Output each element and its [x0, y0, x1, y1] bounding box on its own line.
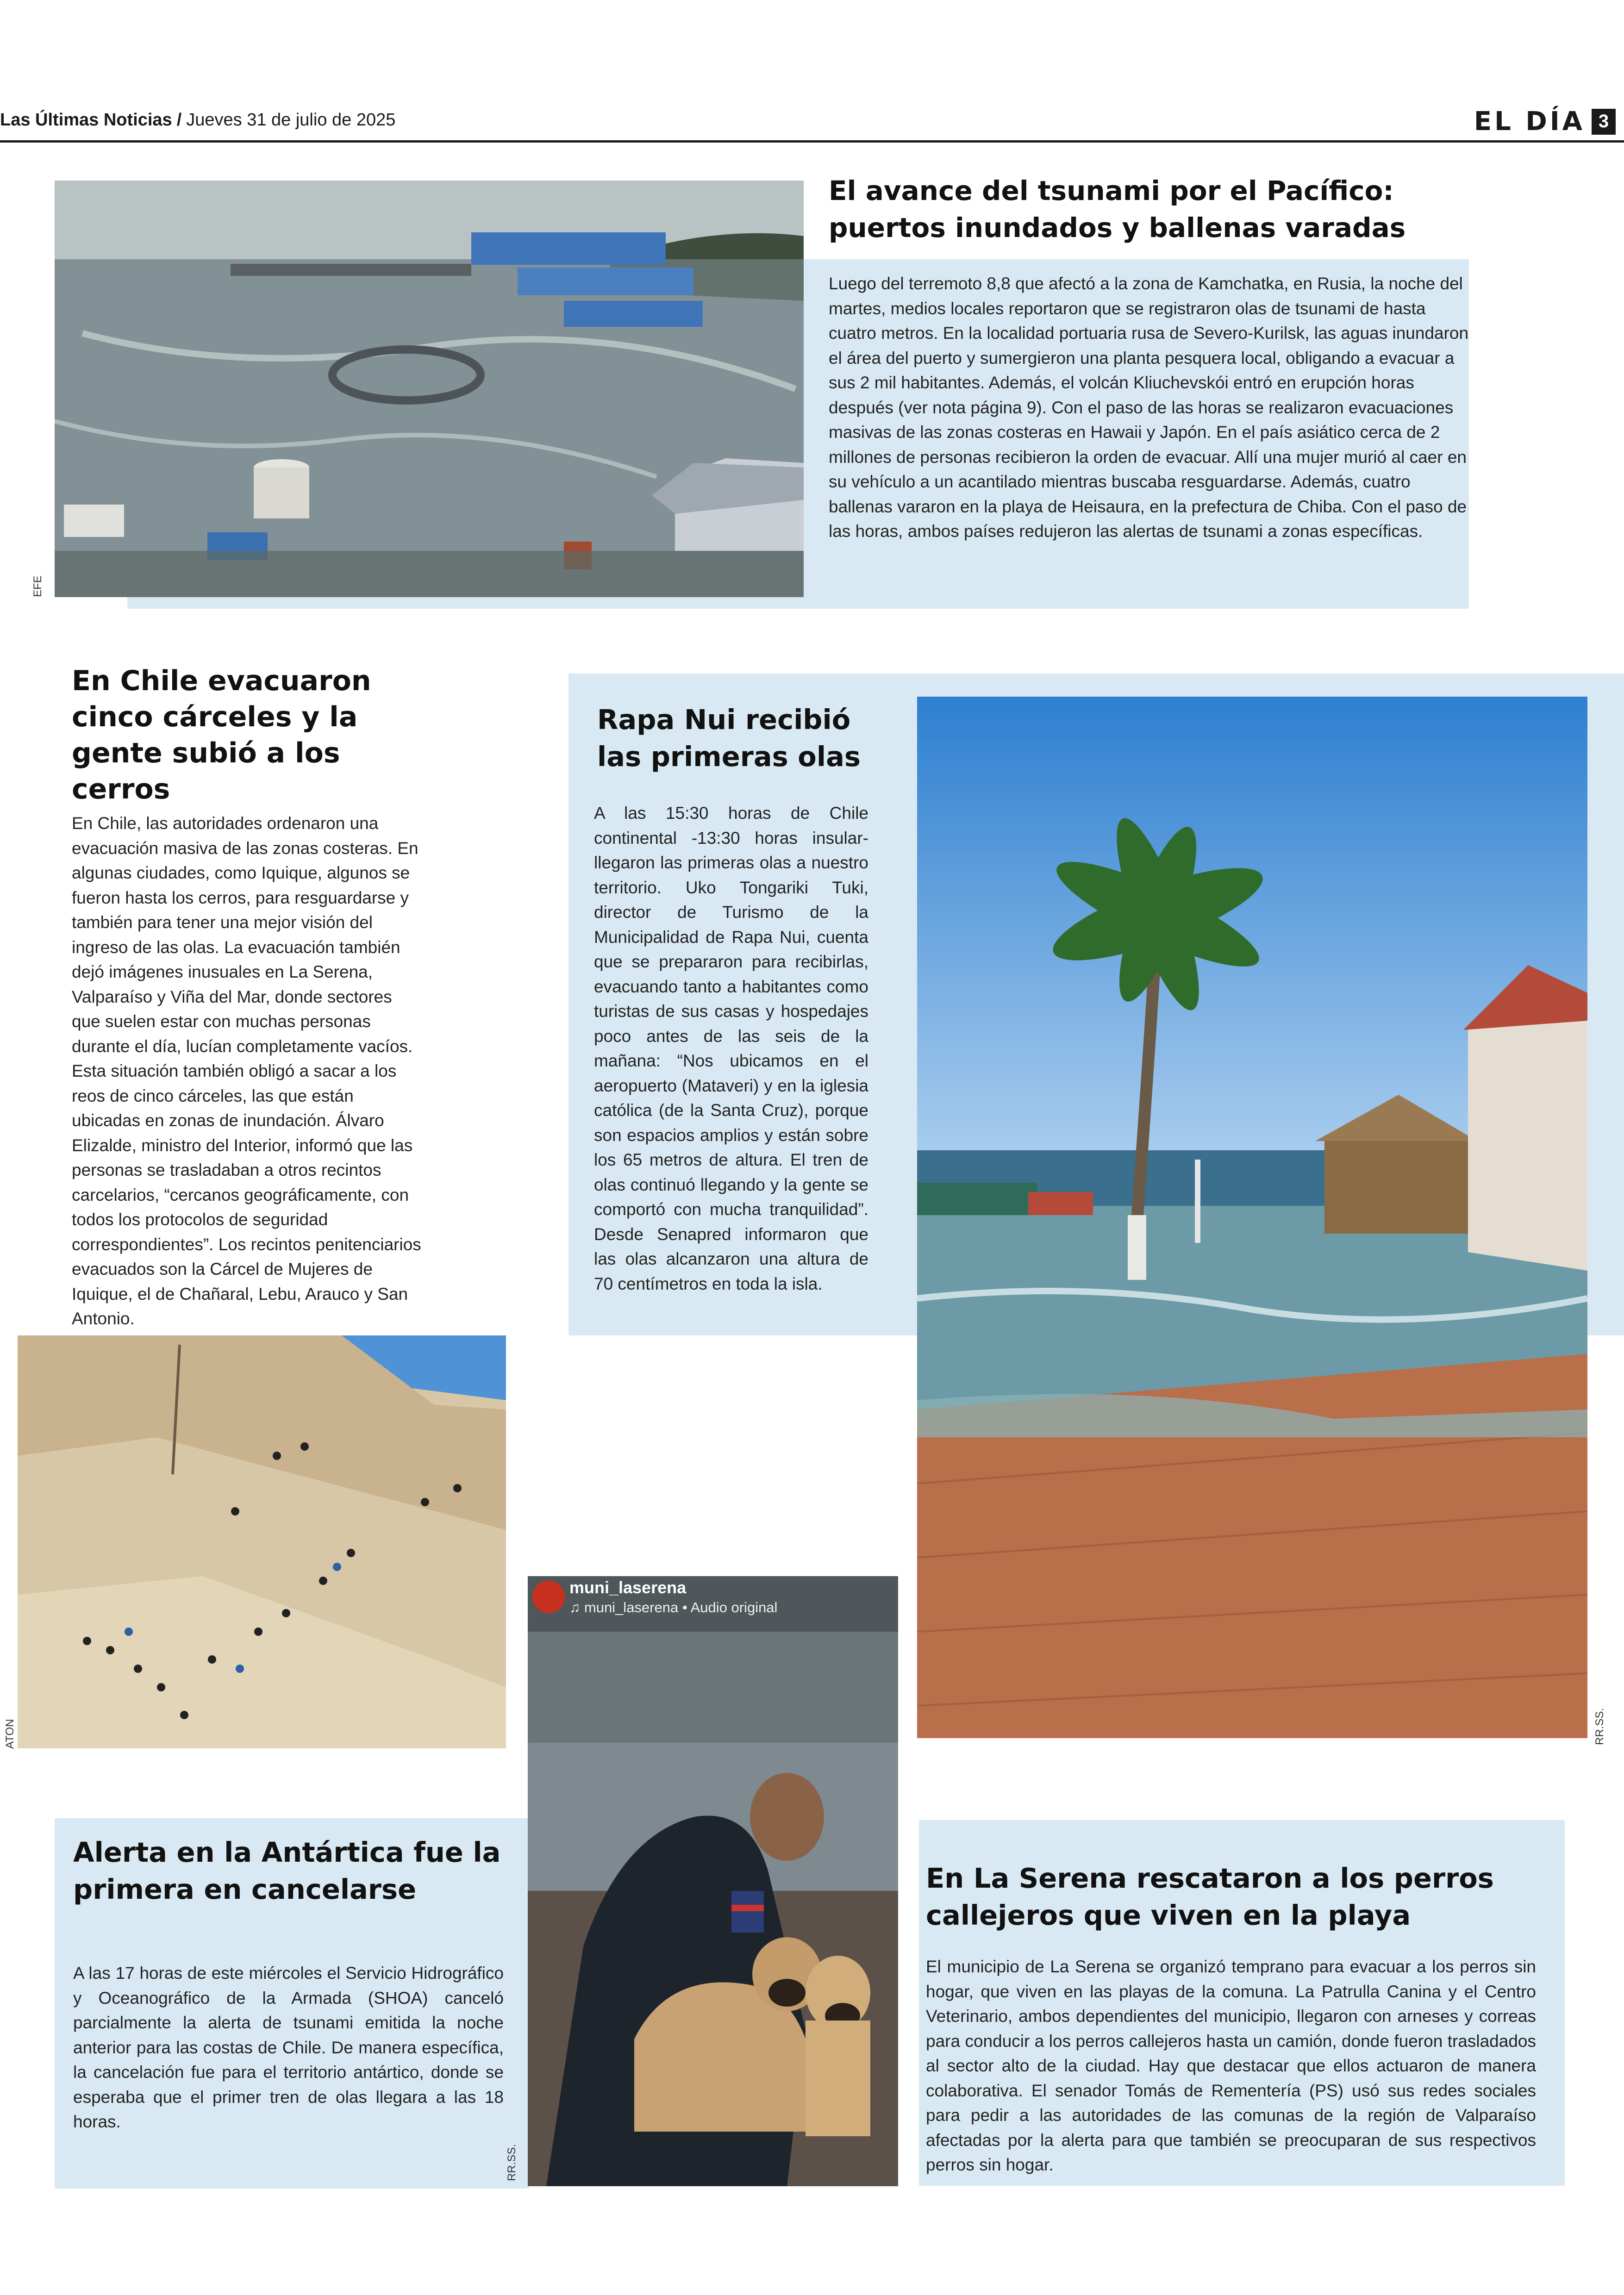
- laserena-headline: En La Serena rescataron a los perros callejeros que viven en la playa: [926, 1862, 1494, 1931]
- antartica-headline: Alerta en la Antártica fue la primera en cancelarse: [73, 1836, 501, 1905]
- account-avatar: [532, 1581, 565, 1613]
- music-note-icon: ♫: [569, 1599, 581, 1615]
- masthead-line: [0, 110, 395, 130]
- tsunami-photo-credit: EFE: [31, 575, 44, 597]
- chile-photo-credit: ATON: [4, 1719, 16, 1749]
- rapanui-headline: Rapa Nui recibió las primeras olas: [597, 704, 861, 773]
- rapanui-photo-credit: RR.SS.: [1593, 1708, 1606, 1745]
- hill-evacuation-illustration: [18, 1335, 506, 1748]
- section-label: [1474, 106, 1616, 137]
- rescue-dogs-illustration: [528, 1576, 898, 2186]
- chile-body: En Chile, las autoridades ordenaron una evacuación masiva de las zonas costeras. En algunas ciudades, como Iquique, algunos se fueron hasta los cerros, para resguardarse y también para tener una mejor visión del ingreso de las olas. La evacuación también dejó imágenes inusuales en La Serena, Valparaíso y Viña del Mar, donde sectores que suelen estar con muchas personas durante el día, lucían completamente vacíos. Esta situación también obligó a sacar a los reos de cinco cárceles, las que están ubicadas en zonas de inundación. Álvaro Elizalde, ministro del Interior, informó que las personas se trasladaban a otros recintos carcelarios, “cercanos geográficamente, con todos los protocolos de seguridad correspondientes”. Los recintos penitenciarios evacuados son la Cárcel de Mujeres de Iquique, el de Chañaral, Lebu, Arauco y San Antonio.: [72, 814, 421, 1328]
- publication-name: Las Últimas Noticias: [0, 110, 172, 130]
- tsunami-port-photo: [55, 181, 804, 597]
- rapanui-flood-photo: [917, 697, 1587, 1738]
- social-account-name: muni_laserena: [569, 1578, 687, 1597]
- tsunami-headline: El avance del tsunami por el Pacífico: puertos inundados y ballenas varadas: [829, 175, 1406, 243]
- laserena-body: El municipio de La Serena se organizó temprano para evacuar a los perros sin hogar, que viven en las playas de la comuna. La Patrulla Canina y el Centro Veterinario, ambos dependientes del municipio, llegaron con arneses y correas para conducir a los perros callejeros hasta un camión, donde fueron trasladados al sector alto de la ciudad. Hay que destacar que ellos actuaron de manera colaborativa. El senador Tomás de Rementería (PS) usó sus redes sociales para pedir a las autoridades de las comunas de la región de Valparaíso afectadas por la alerta para que también se preocuparan de sus respectivos perros sin hogar.: [926, 1957, 1536, 2174]
- page-number: 3: [1592, 109, 1616, 135]
- tsunami-body: Luego del terremoto 8,8 que afectó a la zona de Kamchatka, en Rusia, la noche del martes, medios locales reportaron que se registraron olas de tsunami de hasta cuatro metros. En la localidad portuaria rusa de Severo-Kurilsk, las aguas inundaron el área del puerto y sumergieron una planta pesquera local, obligando a evacuar a sus 2 mil habitantes. Además, el volcán Kliuchevskói entró en erupción horas después (ver nota página 9). Con el paso de las horas se realizaron evacuaciones masivas de las zonas costeras en Hawaii y Japón. En el país asiático cerca de 2 millones de personas recibieron la orden de evacuar. Allí una mujer murió al caer en su vehículo a un acantilado mientras buscaba resguardarse. Además, cuatro ballenas vararon en la playa de Heisaura, en la prefectura de Chiba. Con el paso de las horas, ambos países redujeron las alertas de tsunami a zonas específicas.: [829, 274, 1469, 541]
- laserena-dogs-photo: [528, 1576, 898, 2186]
- flooded-port-illustration: [55, 181, 804, 597]
- section-name: EL DÍA: [1474, 106, 1585, 137]
- rapanui-body: A las 15:30 horas de Chile continental -13:30 horas insular- llegaron las primeras olas a nuestro territorio. Uko Tongariki Tuki, director de Turismo de la Municipalidad de Rapa Nui, cuenta que se prepararon para recibirlas, evacuando tanto a habitantes como turistas de sus casas y hospedajes poco antes de las seis de la mañana: “Nos ubicamos en el aeropuerto (Mataveri) y en la iglesia católica (de la Santa Cruz), porque son espacios amplios y están sobre los 65 metros de altura. El tren de olas continuó llegando y la gente se comportó con mucha tranquilidad”. Desde Senapred informaron que las olas alcanzaron una altura de 70 centímetros en toda la isla.: [594, 804, 868, 1293]
- masthead-separator: /: [176, 110, 182, 130]
- social-audio-line: [569, 1599, 777, 1616]
- antartica-body: A las 17 horas de este miércoles el Servicio Hidrográfico y Oceanográfico de la Armada (SHOA) canceló parcialmente la alerta de tsunami emitida la noche anterior para las costas de Chile. De manera específica, la cancelación fue para el territorio antártico, donde se esperaba que el primer tren de olas llegara a las 18 horas.: [73, 1964, 504, 2131]
- rapanui-flood-illustration: [917, 697, 1587, 1738]
- hill-evacuation-photo: [18, 1335, 506, 1748]
- laserena-photo-credit: RR.SS.: [506, 2144, 518, 2181]
- issue-date: Jueves 31 de julio de 2025: [186, 110, 396, 130]
- social-audio-text: muni_laserena • Audio original: [584, 1599, 778, 1615]
- chile-headline: En Chile evacuaron cinco cárceles y la gente subió a los cerros: [72, 665, 371, 805]
- header-rule: [0, 140, 1624, 143]
